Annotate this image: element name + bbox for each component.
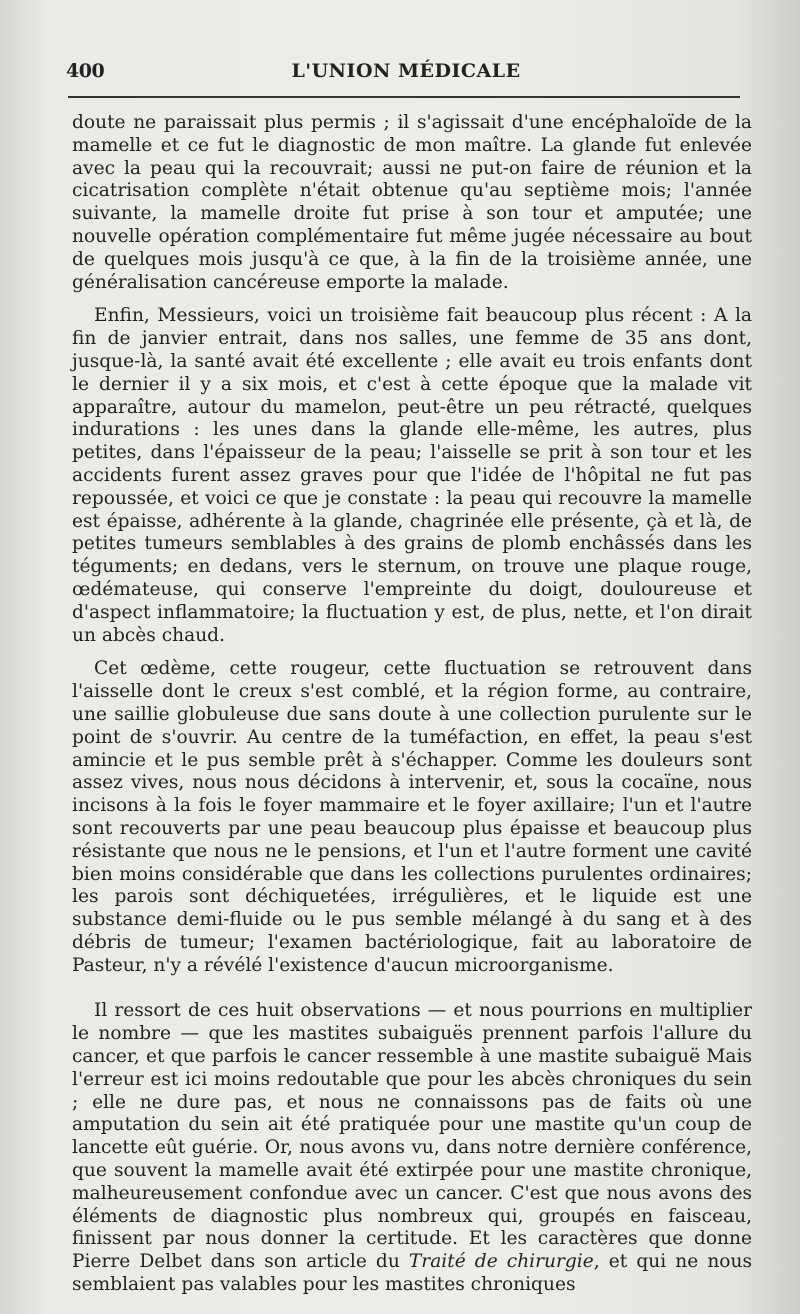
paragraph-4 bbox=[72, 1000, 752, 1296]
header-rule bbox=[68, 96, 740, 98]
page-number: 400 bbox=[66, 60, 105, 82]
paragraph-4-text: Il ressort de ces huit observations — et nous pourrions en multiplier le nombre — que les mastites subaiguës prennent parfois l'allure du cancer, et que parfois le cancer ressemble à une mastite subaiguë Mais l'erreur est ici moins redoutable que pour les abcès chroniques du sein ; elle ne dure pas, et nous ne connaissons pas de faits où une amputation du sein ait été pratiquée pour une mastite qu'un coup de lancette eût guérie. Or, nous avons vu, dans notre dernière conférence, que souvent la mamelle avait été extirpée pour une mastite chronique, malheureusement confondue avec un cancer. C'est que nous avons des éléments de diagnostic plus nombreux qui, groupés en faisceau, finissent par nous donner la certitude. Et les caractères que donne Pierre Delbet dans son article du bbox=[72, 1000, 752, 1273]
page-header bbox=[60, 56, 752, 86]
paragraph-4-text-end: , et qui ne nous semblaient pas valables pour les mastites chroniques bbox=[72, 1251, 753, 1296]
book-title: Traité de chirurgie bbox=[408, 1251, 594, 1273]
body-text bbox=[72, 112, 752, 1308]
running-title: L'UNION MÉDICALE bbox=[291, 60, 521, 82]
paragraph-2: Enfin, Messieurs, voici un troisième fait beaucoup plus récent : A la fin de janvier entrait, dans nos salles, une femme de 35 ans dont, jusque-là, la santé avait été excellente ; elle avait eu trois enfants dont le dernier il y a six mois, et c'est à cette époque que la malade vit apparaître, autour du mamelon, peut-être un peu rétracté, quelques indurations : les unes dans la glande elle-même, les autres, plus petites, dans l'épaisseur de la peau; l'aisselle se prit à son tour et les accidents furent assez graves pour que l'idée de l'hôpital ne fut pas repoussée, et voici ce que je constate : la peau qui recouvre la mamelle est épaisse, adhérente à la glande, chagrinée elle présente, çà et là, de petites tumeurs semblables à des grains de plomb enchâssés dans les téguments; en dedans, vers le sternum, on trouve une plaque rouge, œdémateuse, qui conserve l'empreinte du doigt, douloureuse et d'aspect inflammatoire; la fluctuation y est, de plus, nette, et l'on dirait un abcès chaud. bbox=[72, 305, 752, 646]
paragraph-3: Cet œdème, cette rougeur, cette fluctuation se retrouvent dans l'aisselle dont le creux s'est comblé, et la région forme, au contraire, une saillie globuleuse due sans doute à une collection purulente sur le point de s'ouvrir. Au centre de la tuméfaction, en effet, la peau s'est amincie et le pus semble prêt à s'échapper. Comme les douleurs sont assez vives, nous nous décidons à intervenir, et, sous la cocaïne, nous incisons à la fois le foyer mammaire et le foyer axillaire; l'un et l'autre sont recouverts par une peau beaucoup plus épaisse et beaucoup plus résistante que nous ne le pensions, et l'un et l'autre forment une cavité bien moins considérable que dans les collections purulentes ordinaires; les parois sont déchiquetées, irrégulières, et le liquide est une substance demi-fluide ou le pus semble mélangé à du sang et à des débris de tumeur; l'examen bactériologique, fait au laboratoire de Pasteur, n'y a révélé l'existence d'aucun microorganisme. bbox=[72, 658, 752, 976]
paragraph-1: doute ne paraissait plus permis ; il s'agissait d'une encéphaloïde de la mamelle et ce fut le diagnostic de mon maître. La glande fut enlevée avec la peau qui la recouvrait; aussi ne put-on faire de réunion et la cicatrisation complète n'était obtenue qu'au septième mois; l'année suivante, la mamelle droite fut prise à son tour et amputée; une nouvelle opération complémentaire fut même jugée nécessaire au bout de quelques mois jusqu'à ce que, à la fin de la troisième année, une généralisation cancéreuse emporte la malade. bbox=[72, 112, 752, 293]
